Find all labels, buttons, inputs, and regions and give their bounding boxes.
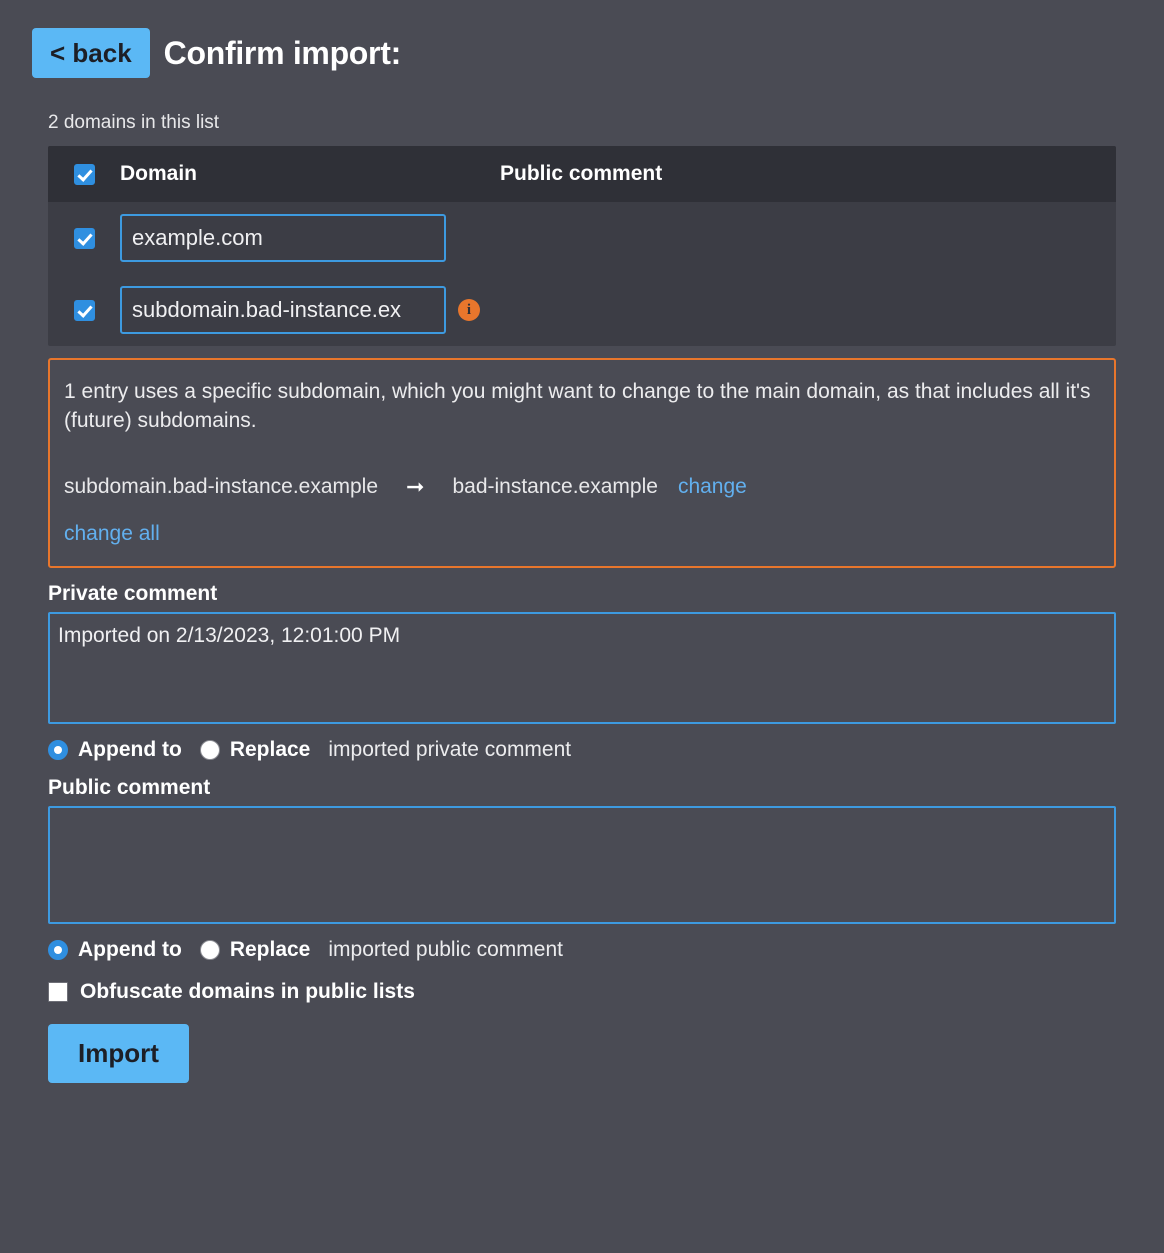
public-append-label: Append to: [78, 937, 182, 961]
table-row: [48, 274, 1116, 346]
column-header-public-comment: Public comment: [500, 162, 663, 185]
row-select-cell: [48, 228, 120, 249]
arrow-right-icon: ➞: [406, 473, 425, 499]
private-replace-radio[interactable]: [200, 740, 220, 760]
public-comment-label: Public comment: [48, 775, 211, 799]
public-replace-label: Replace: [229, 937, 311, 961]
row-select-cell: [48, 300, 120, 321]
private-mode-trailing-text: imported private comment: [328, 737, 572, 761]
page-title: Confirm import:: [163, 34, 401, 71]
subdomain-change-row: [64, 474, 1100, 500]
private-append-label: Append to: [78, 737, 182, 761]
import-button[interactable]: Import: [48, 1024, 189, 1083]
public-comment-textarea[interactable]: [48, 806, 1116, 924]
change-all-link[interactable]: change all: [64, 521, 160, 545]
private-comment-label: Private comment: [48, 581, 218, 605]
domain-input-1[interactable]: [120, 214, 446, 262]
obfuscate-label: Obfuscate domains in public lists: [80, 979, 415, 1003]
private-append-radio[interactable]: [48, 740, 68, 760]
obfuscate-checkbox[interactable]: [48, 982, 68, 1002]
domain-table: [48, 146, 1116, 346]
public-replace-radio[interactable]: [200, 940, 220, 960]
row-domain-cell-2: [120, 286, 500, 334]
warning-from-domain: subdomain.bad-instance.example: [64, 474, 379, 498]
public-mode-trailing-text: imported public comment: [328, 937, 563, 961]
warning-message: 1 entry uses a specific subdomain, which you might want to change to the main domain, as that includes all it's (future) subdomains.: [64, 380, 1091, 432]
private-replace-label: Replace: [229, 737, 311, 761]
row-checkbox-1[interactable]: [74, 228, 95, 249]
subdomain-warning-box: [48, 358, 1116, 568]
private-comment-textarea[interactable]: [48, 612, 1116, 724]
back-button[interactable]: < back: [32, 28, 150, 78]
column-header-domain: Domain: [120, 162, 198, 185]
page-header: [32, 28, 1132, 78]
public-comment-mode-row: [48, 938, 1132, 962]
private-comment-mode-row: [48, 738, 1132, 762]
obfuscate-row: [48, 980, 1132, 1004]
row-checkbox-2[interactable]: [74, 300, 95, 321]
info-icon[interactable]: i: [458, 299, 480, 321]
domain-count-text: 2 domains in this list: [48, 112, 220, 133]
warning-to-domain: bad-instance.example: [452, 474, 658, 498]
table-row: [48, 202, 1116, 274]
table-header-row: [48, 146, 1116, 202]
change-link[interactable]: change: [677, 474, 747, 498]
public-append-radio[interactable]: [48, 940, 68, 960]
select-all-cell: [48, 164, 120, 185]
row-domain-cell-1: [120, 214, 500, 262]
select-all-checkbox[interactable]: [74, 164, 95, 185]
domain-input-2[interactable]: [120, 286, 446, 334]
